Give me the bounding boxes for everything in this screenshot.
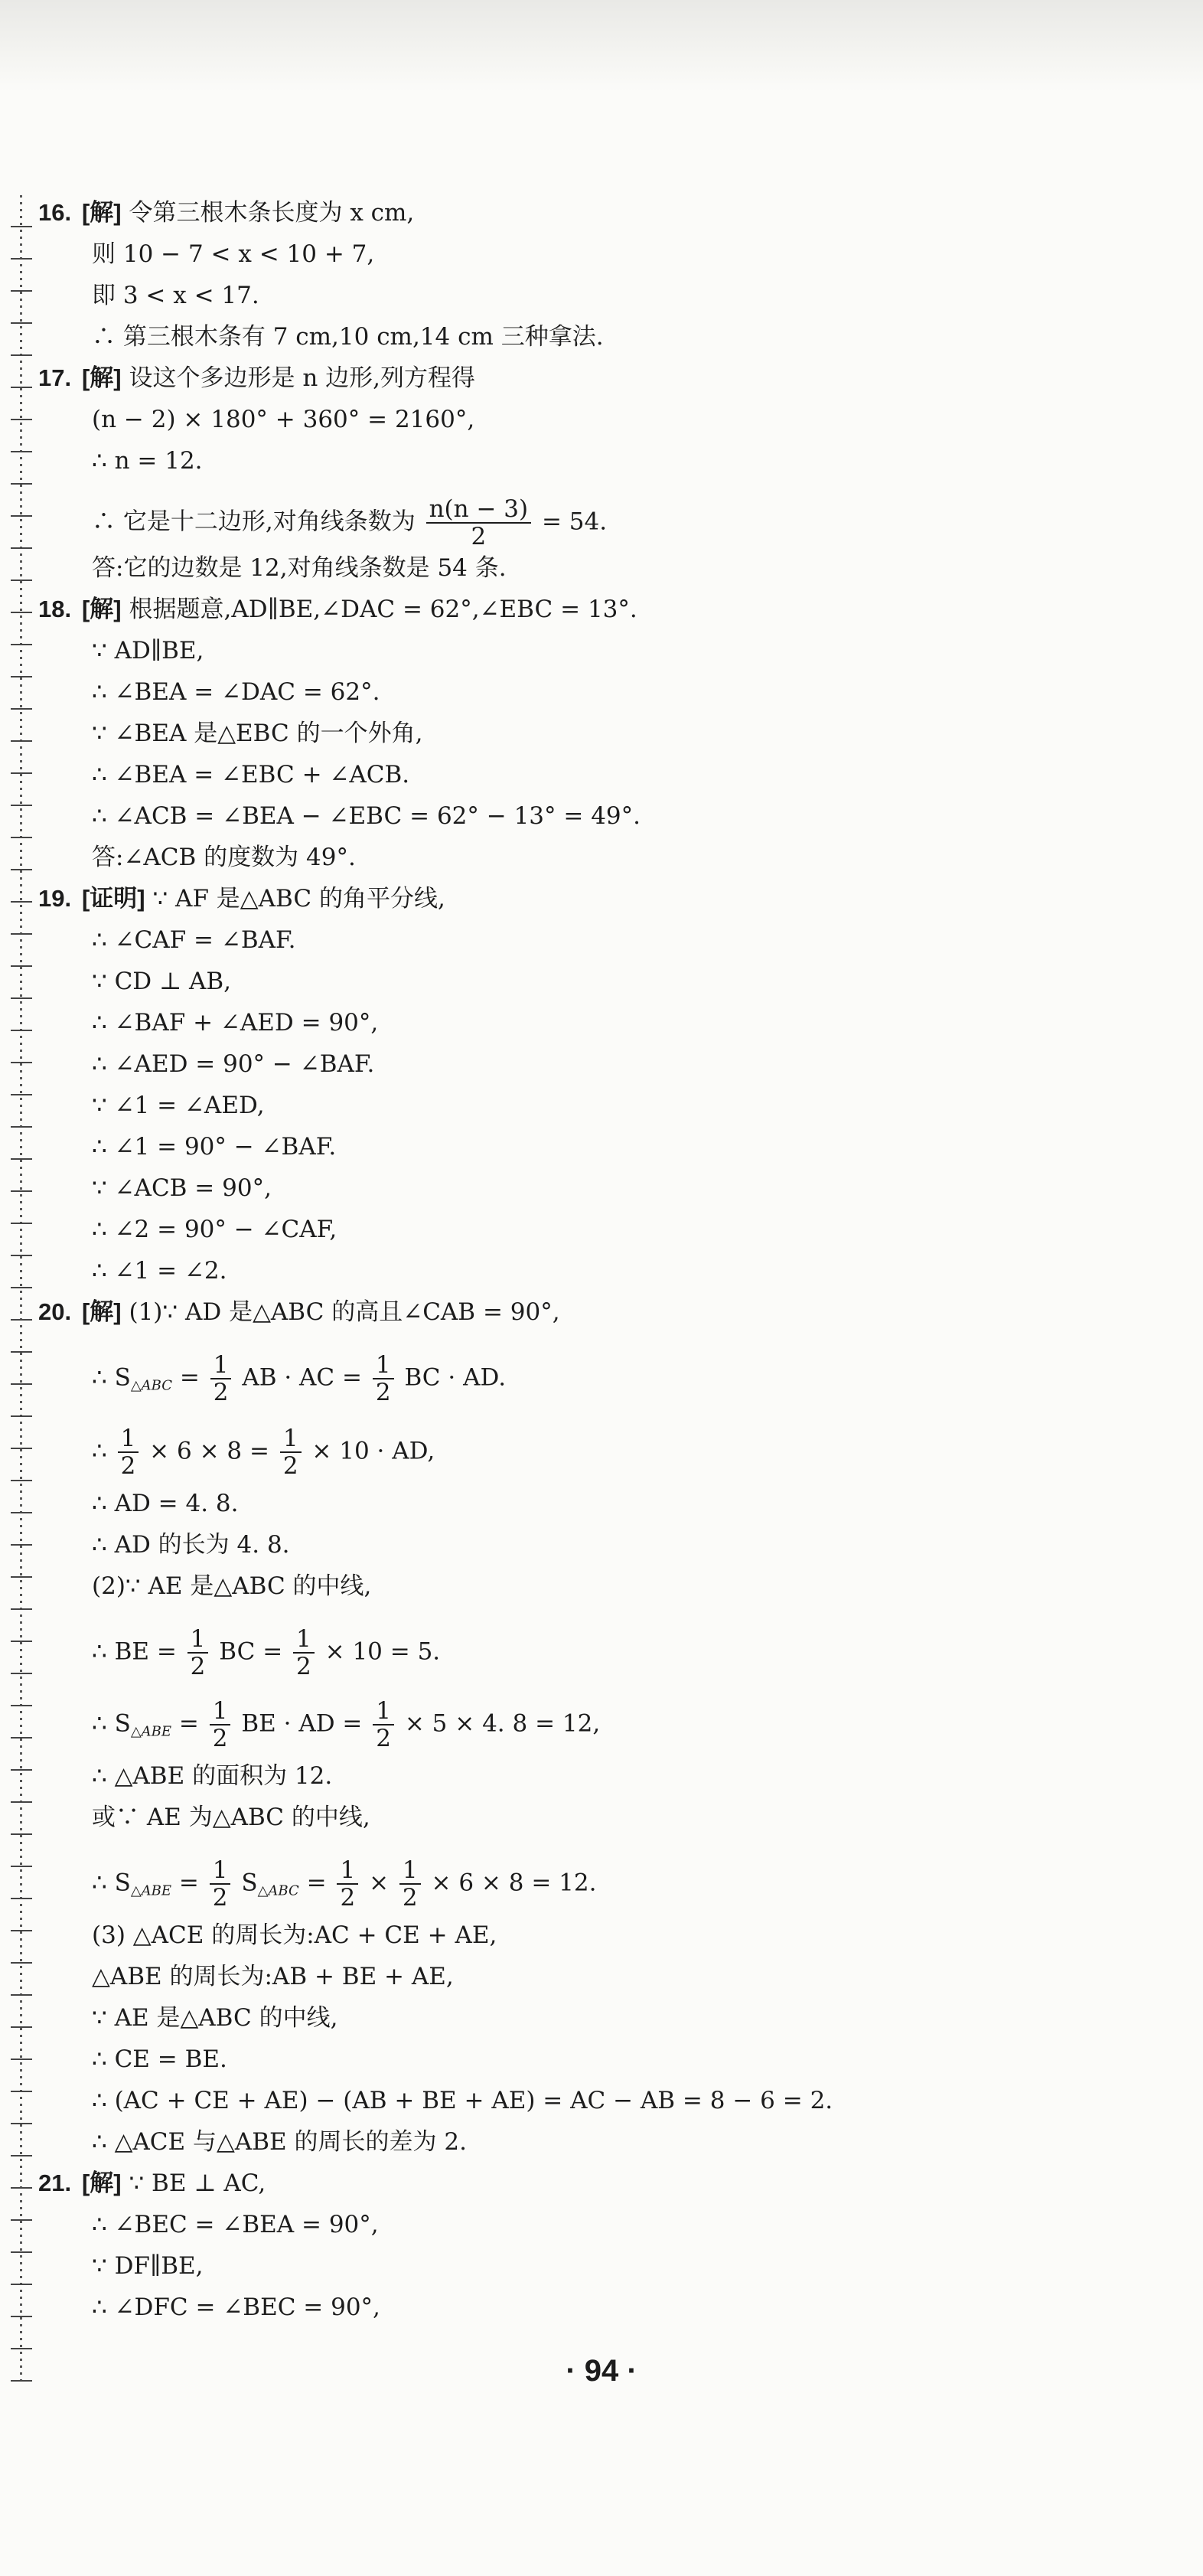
formula-text: =: [178, 1709, 207, 1738]
problem-16-line-2: 则 10 − 7 < x < 10 + 7,: [92, 240, 375, 268]
fraction-numerator: n(n − 3): [426, 496, 532, 524]
fraction-denominator: 2: [213, 1379, 229, 1406]
problem-20-line-6: 或∵ AE 为△ABC 的中线,: [92, 1804, 370, 1831]
problem-tag: [解]: [81, 2170, 122, 2196]
formula-text: × 6 × 8 = 12.: [431, 1869, 597, 1897]
fraction-numerator: 1: [118, 1425, 139, 1453]
problem-text: ∴ 它是十二边形,对角线条数为: [92, 508, 416, 536]
problem-21-line-4: ∴ ∠DFC = ∠BEC = 90°,: [92, 2294, 380, 2321]
formula-text: S: [241, 1869, 258, 1897]
fraction-numerator: 1: [210, 1352, 232, 1379]
fraction-denominator: 2: [375, 1379, 391, 1406]
formula-text: ∴ S: [92, 1363, 131, 1392]
fraction: [118, 1425, 139, 1479]
fraction-denominator: 2: [376, 1725, 391, 1752]
problem-tag: [解]: [81, 1298, 122, 1325]
formula-text: =: [179, 1363, 207, 1392]
fraction-numerator: 1: [293, 1626, 315, 1654]
problem-tag: [解]: [81, 596, 122, 622]
problem-number: 16.: [38, 199, 72, 226]
problem-20-line-2: ∴ AD = 4. 8.: [92, 1490, 239, 1517]
problem-19-line-6: ∵ ∠1 = ∠AED,: [92, 1092, 265, 1119]
problem-20-line-5: ∴ △ABE 的面积为 12.: [92, 1762, 333, 1790]
fraction: [210, 1857, 231, 1911]
formula-text: =: [178, 1869, 207, 1897]
fraction-numerator: 1: [210, 1857, 231, 1885]
problem-number: 20.: [38, 1298, 72, 1325]
fraction-denominator: 2: [340, 1884, 356, 1912]
formula-subscript: △ABC: [257, 1882, 299, 1899]
fraction: [280, 1425, 302, 1479]
problem-18-line-7: 答:∠ACB 的度数为 49°.: [92, 844, 356, 871]
problem-tag: [解]: [81, 364, 122, 391]
problem-18-line-3: ∴ ∠BEA = ∠DAC = 62°.: [92, 678, 380, 706]
fraction-denominator: 2: [190, 1653, 206, 1680]
formula-text: × 10 = 5.: [324, 1637, 441, 1666]
problem-number: 21.: [38, 2170, 72, 2196]
problem-19-line-3: ∵ CD ⊥ AB,: [92, 968, 232, 995]
problem-text: ∵ BE ⊥ AC,: [129, 2170, 266, 2197]
problem-16-line-3: 即 3 < x < 17.: [92, 282, 259, 309]
problem-16-line-1: [38, 198, 414, 228]
problem-20-formula-equation: [92, 1425, 435, 1480]
problem-19-line-10: ∴ ∠1 = ∠2.: [92, 1257, 227, 1285]
formula-text: ∴: [92, 1437, 115, 1465]
fraction-denominator: 2: [282, 1452, 298, 1480]
fraction: [187, 1626, 209, 1680]
formula-text: BE · AD =: [241, 1709, 370, 1738]
problem-21-line-1: [38, 2168, 266, 2199]
formula-subscript: △ABE: [130, 1882, 172, 1899]
problem-20-line-1: [38, 1297, 560, 1327]
formula-text: ∴ S: [92, 1869, 131, 1897]
fraction: [210, 1352, 232, 1406]
problem-20-line-8: △ABE 的周长为:AB + BE + AE,: [92, 1963, 454, 1990]
formula-text: BC =: [219, 1637, 291, 1666]
problem-20-formula-be: [92, 1625, 441, 1680]
fraction-numerator: 1: [337, 1857, 358, 1885]
problem-20-line-12: ∴ △ACE 与△ABE 的周长的差为 2.: [92, 2128, 467, 2156]
fraction-denominator: 2: [120, 1452, 136, 1480]
binding-margin-ticks: [11, 195, 32, 2385]
fraction: [293, 1626, 315, 1680]
problem-text: 设这个多边形是 n 边形,列方程得: [129, 364, 476, 392]
fraction-numerator: 1: [187, 1626, 209, 1654]
fraction-numerator: 1: [373, 1352, 394, 1379]
fraction-denominator: 2: [471, 523, 487, 550]
problem-20-line-3: ∴ AD 的长为 4. 8.: [92, 1531, 290, 1559]
problem-17-line-5: 答:它的边数是 12,对角线条数是 54 条.: [92, 554, 507, 582]
formula-text: ×: [369, 1869, 396, 1897]
problem-tag: [解]: [81, 199, 122, 226]
problem-20-formula-area-abc: [92, 1351, 507, 1406]
problem-tag: [证明]: [81, 885, 145, 912]
fraction-numerator: 1: [210, 1698, 231, 1725]
problem-17-line-3: ∴ n = 12.: [92, 447, 203, 475]
problem-text: (1)∵ AD 是△ABC 的高且∠CAB = 90°,: [129, 1298, 560, 1326]
formula-text: ∴ S: [92, 1709, 131, 1738]
problem-text: ∵ AF 是△ABC 的角平分线,: [152, 885, 445, 913]
fraction: [373, 1352, 394, 1406]
formula-subscript: △ABE: [130, 1723, 172, 1740]
problem-number: 18.: [38, 596, 72, 622]
problem-number: 17.: [38, 364, 72, 391]
page-number: · 94 ·: [566, 2354, 637, 2388]
problem-19-line-4: ∴ ∠BAF + ∠AED = 90°,: [92, 1009, 379, 1037]
fraction: [337, 1857, 358, 1911]
fraction-denominator: 2: [212, 1884, 228, 1912]
problem-18-line-6: ∴ ∠ACB = ∠BEA − ∠EBC = 62° − 13° = 49°.: [92, 802, 641, 830]
problem-19-line-1: [38, 883, 445, 914]
problem-16-line-4: ∴ 第三根木条有 7 cm,10 cm,14 cm 三种拿法.: [92, 323, 604, 351]
formula-text: × 10 · AD,: [311, 1437, 435, 1465]
fraction: [373, 1698, 394, 1752]
formula-text: =: [306, 1869, 334, 1897]
problem-19-line-9: ∴ ∠2 = 90° − ∠CAF,: [92, 1216, 337, 1243]
problem-20-line-4: (2)∵ AE 是△ABC 的中线,: [92, 1572, 372, 1600]
formula-text: ∴ BE =: [92, 1637, 184, 1666]
formula-subscript: △ABC: [130, 1377, 173, 1394]
problem-18-line-5: ∴ ∠BEA = ∠EBC + ∠ACB.: [92, 761, 410, 788]
formula-text: × 5 × 4. 8 = 12,: [404, 1709, 601, 1738]
fraction: [426, 496, 532, 550]
problem-number: 19.: [38, 885, 72, 912]
fraction-denominator: 2: [402, 1884, 418, 1912]
fraction-numerator: 1: [280, 1425, 302, 1453]
problem-18-line-1: [38, 594, 637, 625]
problem-17-line-1: [38, 363, 475, 393]
fraction-denominator: 2: [212, 1725, 228, 1752]
formula-text: AB · AC =: [242, 1363, 370, 1392]
problem-21-line-2: ∴ ∠BEC = ∠BEA = 90°,: [92, 2211, 379, 2238]
problem-20-line-10: ∴ CE = BE.: [92, 2045, 227, 2073]
problem-17-line-4: [92, 495, 608, 550]
fraction: [399, 1857, 421, 1911]
problem-18-line-2: ∵ AD∥BE,: [92, 637, 204, 664]
formula-text: BC · AD.: [404, 1363, 507, 1392]
fraction: [210, 1698, 231, 1752]
fraction-denominator: 2: [296, 1653, 311, 1680]
problem-20-line-7: (3) △ACE 的周长为:AC + CE + AE,: [92, 1921, 497, 1949]
problem-text: 根据题意,AD∥BE,∠DAC = 62°,∠EBC = 13°.: [129, 596, 637, 623]
formula-text: × 6 × 8 =: [149, 1437, 277, 1465]
problem-text: = 54.: [541, 508, 608, 536]
problem-text: 令第三根木条长度为 x cm,: [129, 199, 415, 227]
problem-19-line-5: ∴ ∠AED = 90° − ∠BAF.: [92, 1050, 375, 1078]
problem-20-formula-area-alt: [92, 1856, 597, 1912]
problem-20-line-9: ∵ AE 是△ABC 的中线,: [92, 2004, 338, 2032]
problem-19-line-7: ∴ ∠1 = 90° − ∠BAF.: [92, 1133, 337, 1161]
fraction-numerator: 1: [399, 1857, 421, 1885]
problem-20-formula-area-abe: [92, 1697, 601, 1752]
fraction-numerator: 1: [373, 1698, 394, 1725]
problem-19-line-2: ∴ ∠CAF = ∠BAF.: [92, 926, 296, 954]
problem-18-line-4: ∵ ∠BEA 是△EBC 的一个外角,: [92, 720, 423, 747]
problem-21-line-3: ∵ DF∥BE,: [92, 2252, 204, 2280]
problem-19-line-8: ∵ ∠ACB = 90°,: [92, 1174, 272, 1202]
problem-17-line-2: (n − 2) × 180° + 360° = 2160°,: [92, 406, 475, 433]
problem-20-line-11: ∴ (AC + CE + AE) − (AB + BE + AE) = AC − AB = 8 − 6 = 2.: [92, 2087, 833, 2114]
scan-top-band: [0, 0, 1203, 92]
